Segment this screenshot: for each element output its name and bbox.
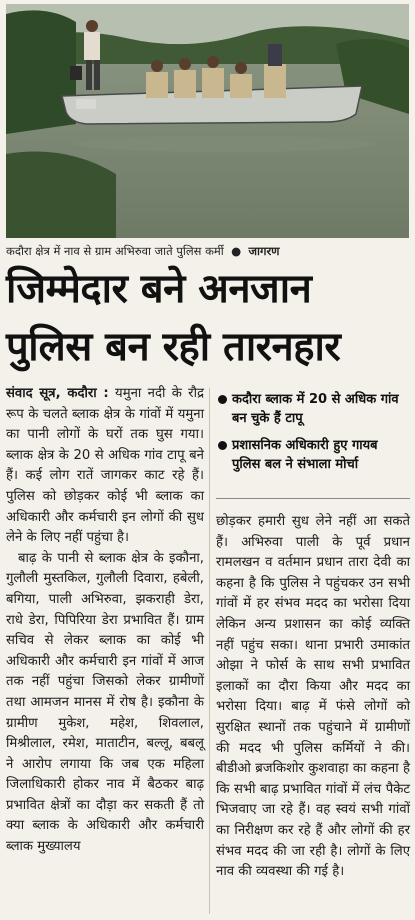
caption-text: कदौरा क्षेत्र में नाव से ग्राम अभिरुवा जाते पुलिस कर्मी	[6, 244, 224, 258]
highlight-item	[216, 390, 410, 428]
boat-flood-photo-illustration	[6, 4, 409, 238]
article-paragraph: छोड़कर हमारी सुध लेने नहीं आ सकते हैं। अभिरुवा पाली के पूर्व प्रधान रामलखन व वर्तमान प्रधान तारा देवी का कहना है कि पुलिस ने पहुंचकर उन सभी गांवों में हर संभव मदद का भरोसा दिया लेकिन अन्य प्रशासन का कोई व्यक्ति नहीं पहुंच सका। थाना प्रभारी उमाकांत ओझा ने फोर्स के साथ सभी प्रभावित इलाकों का दौरा किया और मदद का भरोसा दिया। बाढ़ में फंसे लोगों को सुरक्षित स्थानों तक पहुंचाने में ग्रामीणों की मदद भी पुलिस कर्मियों ने की। बीडीओ ब्रजकिशोर कुशवाहा का कहना है कि सभी बाढ़ प्रभावित गांवों में लंच पैकेट भिजवाए जा रहे हैं। वह स्वयं सभी गांवों का निरीक्षण कर रहे हैं और लोगों की हर संभव मदद की जा रही है। लोगों के लिए नाव की व्यवस्था की गई है।	[216, 514, 410, 880]
article-paragraph	[6, 384, 204, 549]
highlight-divider	[216, 498, 410, 499]
highlight-item	[216, 436, 410, 474]
highlights-box	[216, 390, 410, 482]
highlight-text: कदौरा ब्लाक में 20 से अधिक गांव बन चुके हैं टापू	[232, 392, 399, 426]
bullet-icon	[218, 441, 227, 450]
caption-separator-icon: ●	[227, 244, 245, 258]
article-paragraph: बाढ़ के पानी से ब्लाक क्षेत्र के इकौना, गुलौली मुस्तकिल, गुलौली दिवारा, हबेली, बगिया, पाली अभिरुवा, झकराही डेरा, राधे डेरा, पिपिरिया डेरा प्रभावित हैं। ग्राम सचिव से लेकर ब्लाक का कोई भी अधिकारी और कर्मचारी इन गांवों में आज तक नहीं पहुंचा जिसको लेकर ग्रामीणों तथा आमजन मानस में रोष है। इकौना के ग्रामीण मुकेश, महेश, शिवलाल, मिश्रीलाल, रमेश, माताटीन, बल्लू, बबलू ने आरोप लगाया कि जब एक महिला जिलाधिकारी होकर नाव में बैठकर बाढ़ प्रभावित क्षेत्रों का दौड़ा कर सकती हैं तो क्या ब्लाक के अधिकारी और कर्मचारी ब्लाक मुख्यालय	[6, 550, 204, 855]
photo-credit: जागरण	[248, 244, 280, 258]
article-paragraph-text: यमुना नदी के रौद्र रूप के चलते ब्लाक क्षेत्र के गांवों में यमुना का पानी लोगों के घरों तक घुस गया। ब्लाक क्षेत्र के 20 से अधिक गांव टापू बने हैं। कई लोग रातें जागकर काट रहे हैं। पुलिस को छोड़कर कोई भी ब्लाक का अधिकारी और कर्मचारी इन लोगों की सुध लेने के लिए नहीं पहुंचा है।	[6, 386, 204, 546]
article-left-column	[6, 384, 204, 858]
byline: संवाद सूत्र, कदौरा :	[6, 386, 109, 401]
bullet-icon	[218, 395, 227, 404]
headline-line-1: जिम्मेदार बने अनजान	[6, 266, 312, 312]
article-right-column	[216, 512, 410, 883]
photo-caption	[6, 244, 409, 259]
column-divider	[209, 388, 210, 914]
news-photo	[6, 4, 409, 238]
headline-line-2: पुलिस बन रही तारनहार	[6, 324, 341, 370]
highlight-text: प्रशासनिक अधिकारी हुए गायब पुलिस बल ने संभाला मोर्चा	[232, 438, 378, 472]
